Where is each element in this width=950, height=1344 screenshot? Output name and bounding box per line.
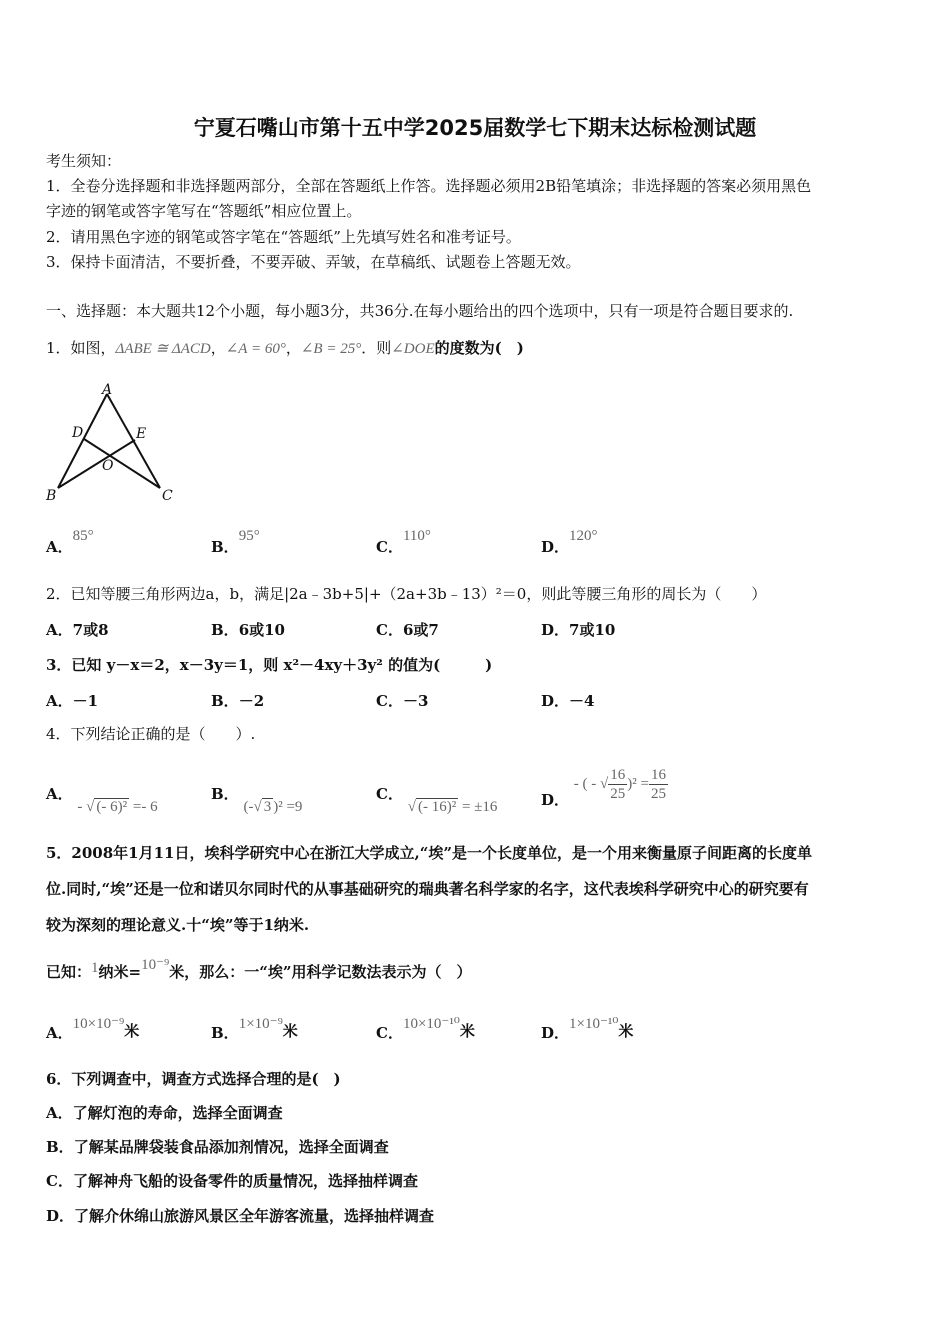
q1-option-b[interactable]: B．95° [211,528,260,556]
question-5-known: 已知：1纳米=10⁻⁹米，那么：一“埃”用科学记数法表示为（ ） [46,957,472,981]
q3-option-a[interactable]: A．－1 [46,692,99,710]
question-5-line: 较为深刻的理论意义.十“埃”等于1纳米. [46,916,310,934]
q3-option-d[interactable]: D．－4 [541,692,595,710]
q1-option-c[interactable]: C．110° [376,528,431,556]
q1-cond2: ∠A = 60° [225,341,286,357]
q1-mid: ．则 [361,339,392,357]
page-title: 宁夏石嘴山市第十五中学2025届数学七下期末达标检测试题 [193,116,757,140]
notice-item: 2．请用黑色字迹的钢笔或答字笔在“答题纸”上先填写姓名和准考证号。 [46,228,521,246]
q1-target: ∠DOE [391,341,435,357]
q1-cond1: ΔABE ≅ ΔACD [115,341,211,357]
q1-option-d[interactable]: D．120° [541,528,598,556]
q5-option-a[interactable]: A．10×10⁻⁹米 [46,1016,140,1042]
q1-prefix: 1．如图， [46,339,116,357]
label-b: B [46,488,57,504]
notice-item: 字迹的钢笔或答字笔写在“答题纸”相应位置上。 [46,202,362,220]
question-2: 2．已知等腰三角形两边a，b，满足|2a﹣3b+5|+（2a+3b﹣13）²＝0，则此等腰三角形的周长为（ ） [46,585,767,603]
q4-option-b[interactable]: B． (-√ 3 )² =9 [211,785,303,815]
label-a: A [102,382,113,398]
q6-option-b[interactable]: B．了解某品牌袋装食品添加剂情况，选择全面调查 [46,1138,389,1156]
q2-option-d[interactable]: D．7或10 [541,621,616,639]
q6-option-c[interactable]: C．了解神舟飞船的设备零件的质量情况，选择抽样调查 [46,1172,418,1190]
q2-option-b[interactable]: B．6或10 [211,621,285,639]
notice-item: 1．全卷分选择题和非选择题两部分，全部在答题纸上作答。选择题必须用2B铅笔填涂；非选择题的答案必须用黑色 [46,177,812,195]
notice-heading: 考生须知： [46,152,122,170]
label-d: D [72,425,84,441]
q1-suffix: 的度数为( ) [434,339,524,357]
triangle-figure [44,382,184,506]
question-3: 3．已知 y－x＝2，x－3y＝1，则 x²－4xy＋3y² 的值为( ) [46,656,493,674]
section-heading: 一、选择题：本大题共12个小题，每小题3分，共36分.在每小题给出的四个选项中，只有一项是符合题目要求的. [46,302,794,320]
notice-item: 3．保持卡面清洁，不要折叠，不要弄破、弄皱，在草稿纸、试题卷上答题无效。 [46,253,581,271]
q2-option-a[interactable]: A．7或8 [46,621,109,639]
q3-option-c[interactable]: C．－3 [376,692,429,710]
q5-option-b[interactable]: B．1×10⁻⁹米 [211,1016,298,1042]
q6-option-a[interactable]: A．了解灯泡的寿命，选择全面调查 [46,1104,283,1122]
question-4: 4．下列结论正确的是（ ）. [46,725,256,743]
q4-option-c[interactable]: C． √ (- 16)² = ±16 [376,785,498,815]
q5-option-c[interactable]: C．10×10⁻¹⁰米 [376,1016,475,1042]
question-6: 6．下列调查中，调查方式选择合理的是( ) [46,1070,341,1088]
label-c: C [162,488,173,504]
q5-option-d[interactable]: D．1×10⁻¹⁰米 [541,1016,634,1042]
label-o: O [102,458,114,474]
q6-option-d[interactable]: D．了解介休绵山旅游风景区全年游客流量，选择抽样调查 [46,1207,435,1225]
q1-option-a[interactable]: A．85° [46,528,94,556]
label-e: E [136,426,147,442]
question-1: 1．如图，ΔABE ≅ ΔACD，∠A = 60°，∠B = 25°．则∠DOE的度数为( ) [46,339,524,357]
q4-option-a[interactable]: A． - √ (- 6)² =- 6 [46,785,158,815]
q2-option-c[interactable]: C．6或7 [376,621,439,639]
question-5-line: 5．2008年1月11日，埃科学研究中心在浙江大学成立,“埃”是一个长度单位，是一个用来衡量原子间距离的长度单 [46,844,812,862]
q3-option-b[interactable]: B．－2 [211,692,265,710]
q1-cond3: ∠B = 25° [300,341,362,357]
question-5-line: 位.同时,“埃”还是一位和诺贝尔同时代的从事基础研究的瑞典著名科学家的名字，这代表埃科学研究中心的研究要有 [46,880,809,898]
q4-option-d[interactable]: D． - ( - √ $\frac{16}{25}$ )² = $\frac{16}{25}$ [541,767,666,809]
